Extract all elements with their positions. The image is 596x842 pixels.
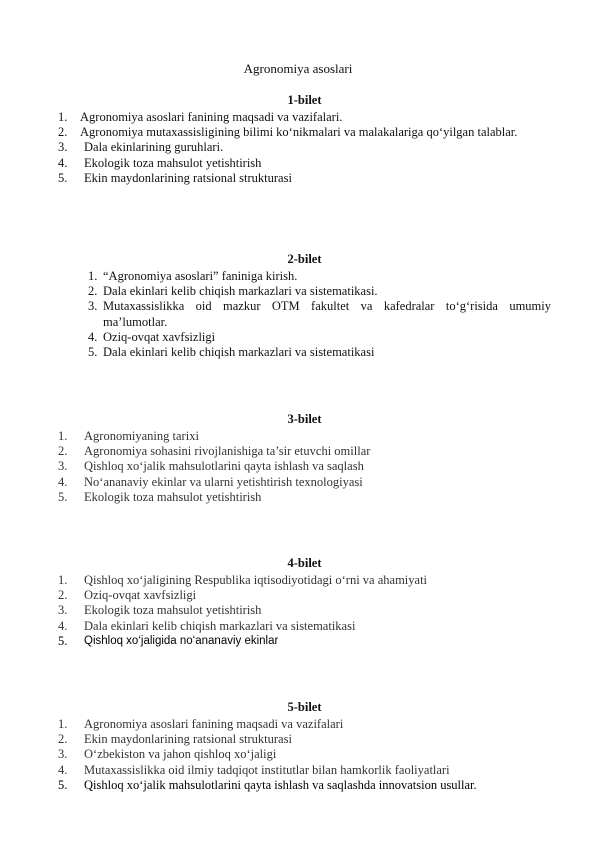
list-item bbox=[58, 732, 551, 747]
bilet-3-section bbox=[58, 412, 551, 505]
item-number: 1. bbox=[58, 110, 68, 124]
item-number: 5. bbox=[88, 345, 98, 360]
item-text: Oziq-ovqat xavfsizligi bbox=[103, 329, 216, 344]
item-text: Agronomiyaning tarixi bbox=[84, 429, 199, 443]
item-text: O‘zbekiston va jahon qishloq xo‘jaligi bbox=[84, 747, 277, 762]
item-number: 4. bbox=[58, 618, 68, 633]
item-text: Ekologik toza mahsulot yetishtirish bbox=[84, 603, 262, 618]
item-number: 5. bbox=[58, 489, 68, 504]
item-text: Qishloq xo‘jaligining Respublika iqtisodiyotidagi o‘rni va ahamiyati bbox=[84, 573, 428, 587]
item-text: Mutaxassislikka oid ilmiy tadqiqot institutlar bilan hamkorlik faoliyatlari bbox=[84, 762, 450, 777]
question-list bbox=[58, 429, 551, 505]
item-number: 5. bbox=[58, 170, 68, 185]
item-number: 4. bbox=[58, 762, 68, 777]
list-item bbox=[58, 125, 551, 140]
item-text: Ekin maydonlarining ratsional strukturasi bbox=[84, 732, 292, 747]
item-text: Oziq-ovqat xavfsizligi bbox=[84, 588, 197, 603]
list-item bbox=[58, 171, 551, 186]
list-item bbox=[58, 619, 551, 634]
item-text: Ekologik toza mahsulot yetishtirish bbox=[84, 489, 262, 504]
item-number: 1. bbox=[58, 717, 68, 731]
item-number: 2. bbox=[58, 444, 68, 459]
list-item bbox=[88, 345, 551, 360]
item-number: 5. bbox=[58, 777, 68, 792]
question-list bbox=[88, 269, 551, 360]
question-list bbox=[58, 573, 551, 649]
bilet-title: 5-bilet bbox=[287, 700, 322, 714]
item-text: Agronomiya asoslari fanining maqsadi va vazifalari bbox=[84, 717, 344, 731]
bilet-5-section bbox=[58, 700, 551, 793]
item-number: 5. bbox=[58, 633, 68, 648]
list-item bbox=[58, 490, 551, 505]
list-item bbox=[58, 747, 551, 762]
list-item bbox=[58, 140, 551, 155]
list-item bbox=[58, 459, 551, 474]
item-text: Qishloq xo‘jalik mahsulotlarini qayta ishlash va saqlash bbox=[84, 459, 364, 474]
item-number: 2. bbox=[88, 284, 98, 299]
item-text: Qishloq xo‘jalik mahsulotlarini qayta ishlash va saqlashda innovatsion usullar. bbox=[84, 777, 477, 792]
item-text: No‘ananaviy ekinlar va ularni yetishtirish texnologiyasi bbox=[84, 474, 363, 489]
bilet-1-section bbox=[58, 93, 551, 186]
item-text: Qishloq xo‘jaligida no‘ananaviy ekinlar bbox=[84, 634, 279, 647]
list-item bbox=[58, 429, 551, 444]
list-item bbox=[58, 634, 551, 649]
question-list bbox=[58, 717, 551, 793]
item-number: 2. bbox=[58, 125, 68, 140]
item-number: 3. bbox=[58, 140, 68, 155]
list-item bbox=[88, 269, 551, 284]
bilet-4-section bbox=[58, 556, 551, 649]
item-text: Dala ekinlari kelib chiqish markazlari va sistematikasi bbox=[84, 618, 356, 633]
list-item bbox=[88, 299, 551, 329]
list-item bbox=[58, 603, 551, 618]
item-text: “Agronomiya asoslari” faniniga kirish. bbox=[103, 269, 298, 283]
item-text: Dala ekinlarining guruhlari. bbox=[84, 140, 224, 155]
item-number: 2. bbox=[58, 732, 68, 747]
item-text: Agronomiya asoslari fanining maqsadi va vazifalari. bbox=[80, 110, 343, 124]
bilet-title: 3-bilet bbox=[287, 412, 322, 426]
item-number: 2. bbox=[58, 588, 68, 603]
list-item bbox=[58, 763, 551, 778]
item-number: 3. bbox=[58, 459, 68, 474]
item-number: 4. bbox=[88, 329, 98, 344]
item-text: Dala ekinlari kelib chiqish markazlari va sistematikasi bbox=[103, 345, 375, 360]
item-number: 3. bbox=[58, 747, 68, 762]
item-text: Ekologik toza mahsulot yetishtirish bbox=[84, 155, 262, 170]
list-item bbox=[88, 330, 551, 345]
item-number: 1. bbox=[58, 573, 68, 587]
bilet-title: 2-bilet bbox=[287, 252, 322, 266]
item-text: Agronomiya sohasini rivojlanishiga ta’sir etuvchi omillar bbox=[84, 444, 371, 459]
item-text: Mutaxassislikka oid mazkur OTM fakultet va kafedralar to‘g‘risida umumiy ma’lumotlar. bbox=[103, 299, 551, 329]
list-item bbox=[58, 156, 551, 171]
list-item bbox=[58, 573, 551, 588]
question-list bbox=[58, 110, 551, 186]
list-item bbox=[58, 778, 551, 793]
item-number: 3. bbox=[58, 603, 68, 618]
list-item bbox=[58, 110, 551, 125]
item-text: Ekin maydonlarining ratsional strukturasi bbox=[84, 170, 292, 185]
item-number: 4. bbox=[58, 474, 68, 489]
document-title: Agronomiya asoslari bbox=[243, 61, 353, 76]
list-item bbox=[58, 475, 551, 490]
item-number: 4. bbox=[58, 155, 68, 170]
item-text: Agronomiya mutaxassisligining bilimi ko‘nikmalari va malakalariga qo‘yilgan talablar. bbox=[80, 125, 518, 140]
list-item bbox=[88, 284, 551, 299]
list-item bbox=[58, 717, 551, 732]
bilet-title: 1-bilet bbox=[287, 93, 322, 107]
item-number: 1. bbox=[58, 429, 68, 443]
bilet-2-section bbox=[58, 252, 551, 360]
list-item bbox=[58, 588, 551, 603]
list-item bbox=[58, 444, 551, 459]
bilet-title: 4-bilet bbox=[287, 556, 322, 570]
item-text: Dala ekinlari kelib chiqish markazlari va sistematikasi. bbox=[103, 284, 378, 299]
item-number: 1. bbox=[88, 269, 98, 283]
item-number: 3. bbox=[88, 299, 98, 314]
